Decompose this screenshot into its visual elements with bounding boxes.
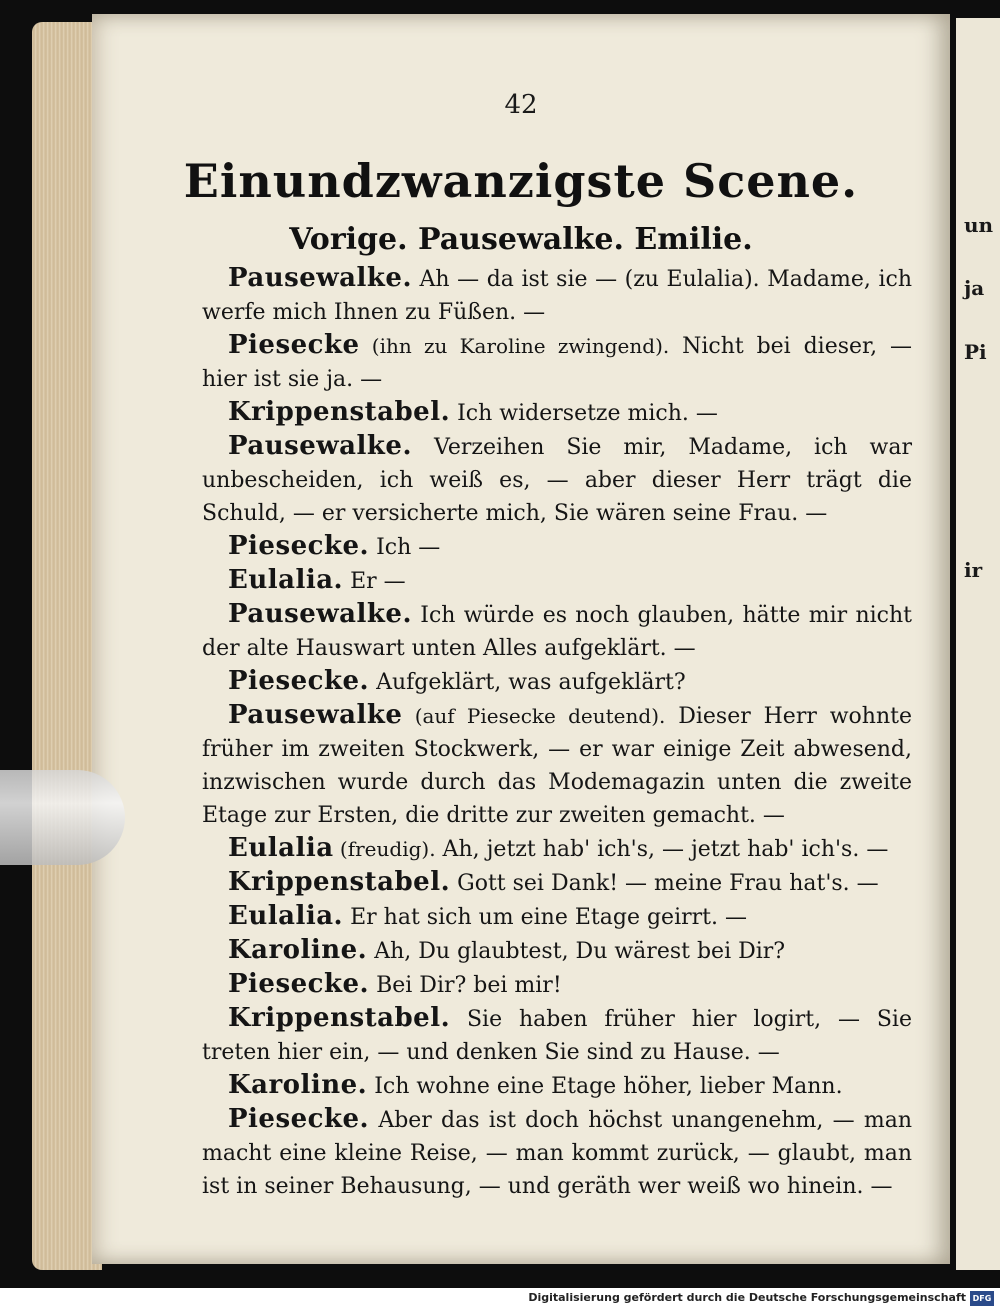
line-text: Ich würde es noch glauben, hätte mir nicht der alte Hauswart unten Alles aufgeklärt. — (202, 603, 912, 661)
dialogue-line (202, 564, 912, 598)
stage-direction: (ihn zu Karoline zwingend). (359, 334, 670, 358)
dialogue-text (202, 262, 912, 1203)
speaker-name: Pausewalke. (228, 263, 412, 293)
next-page-fragment: un (964, 213, 994, 237)
page-number: 42 (504, 90, 538, 120)
line-text: Sie haben früher hier logirt, — Sie treten hier ein, — und denken Sie sind zu Hause. — (202, 1007, 912, 1065)
scene-heading: Einundzwanzigste Scene. (183, 154, 859, 208)
dialogue-line (202, 262, 912, 329)
line-text: Ah, Du glaubtest, Du wärest bei Dir? (367, 939, 786, 964)
page-clip (0, 770, 125, 865)
speaker-name: Piesecke (228, 330, 360, 360)
dialogue-line (202, 430, 912, 530)
speaker-name: Pausewalke. (228, 431, 412, 461)
speaker-name: Pausewalke. (228, 599, 412, 629)
dialogue-line (202, 699, 912, 832)
next-page-fragment: ir (964, 558, 983, 582)
dfg-logo-icon: DFG (970, 1291, 994, 1306)
line-text: Er hat sich um eine Etage geirrt. — (343, 905, 747, 930)
dialogue-line (202, 329, 912, 396)
speaker-name: Karoline. (228, 935, 368, 965)
speaker-name: Karoline. (228, 1070, 368, 1100)
scene-characters: Vorige. Pausewalke. Emilie. (289, 222, 753, 257)
dialogue-line (202, 832, 912, 866)
dialogue-line (202, 968, 912, 1002)
speaker-name: Krippenstabel. (228, 867, 451, 897)
dialogue-line (202, 598, 912, 665)
stage-direction: (auf Piesecke deutend). (402, 704, 666, 728)
next-page-edge (956, 18, 1000, 1270)
line-text: Bei Dir? bei mir! (369, 973, 562, 998)
dialogue-line (202, 934, 912, 968)
line-text: Ich widersetze mich. — (450, 401, 718, 426)
speaker-name: Piesecke. (228, 666, 370, 696)
dialogue-line (202, 665, 912, 699)
speaker-name: Eulalia. (228, 565, 344, 595)
speaker-name: Eulalia. (228, 901, 344, 931)
speaker-name: Piesecke. (228, 969, 370, 999)
line-text: Gott sei Dank! — meine Frau hat's. — (450, 871, 879, 896)
line-text: Verzeihen Sie mir, Madame, ich war unbescheiden, ich weiß es, — aber dieser Herr trägt die Schuld, — er versicherte mich, Sie wären seine Frau. — (202, 435, 912, 526)
speaker-name: Piesecke. (228, 1104, 370, 1134)
speaker-name: Krippenstabel. (228, 397, 451, 427)
funding-notice: Digitalisierung gefördert durch die Deutsche Forschungsgemeinschaft (528, 1291, 966, 1304)
line-text: Ich — (369, 535, 441, 560)
stage-direction: (freudig). (333, 837, 436, 861)
dialogue-line (202, 530, 912, 564)
next-page-fragment: ja (964, 276, 985, 300)
dialogue-line (202, 900, 912, 934)
speaker-name: Eulalia (228, 833, 334, 863)
dialogue-line (202, 1103, 912, 1203)
dialogue-line (202, 396, 912, 430)
speaker-name: Krippenstabel. (228, 1003, 451, 1033)
line-text: Nicht bei dieser, — hier ist sie ja. — (202, 334, 912, 392)
line-text: Er — (343, 569, 406, 594)
line-text: Aber das ist doch höchst unangenehm, — man macht eine kleine Reise, — man kommt zurück, — glaubt, man ist in seiner Behausung, — und geräth wer weiß wo hinein. — (202, 1108, 912, 1199)
book-page (92, 14, 950, 1264)
dialogue-line (202, 866, 912, 900)
line-text: Ich wohne eine Etage höher, lieber Mann. (367, 1074, 843, 1099)
next-page-fragment: Pi (964, 340, 987, 364)
dialogue-line (202, 1069, 912, 1103)
dialogue-line (202, 1002, 912, 1069)
footer-bar (0, 1288, 1000, 1310)
speaker-name: Pausewalke (228, 700, 403, 730)
line-text: Ah, jetzt hab' ich's, — jetzt hab' ich's. — (435, 837, 889, 862)
line-text: Dieser Herr wohnte früher im zweiten Stockwerk, — er war einige Zeit abwesend, inzwischen wurde durch das Modemagazin unten die zweite Etage zur Ersten, die dritte zur zweiten gemacht. — (202, 704, 913, 828)
line-text: Aufgeklärt, was aufgeklärt? (369, 670, 686, 695)
speaker-name: Piesecke. (228, 531, 370, 561)
line-text: Ah — da ist sie — (zu Eulalia). Madame, ich werfe mich Ihnen zu Füßen. — (202, 267, 912, 325)
